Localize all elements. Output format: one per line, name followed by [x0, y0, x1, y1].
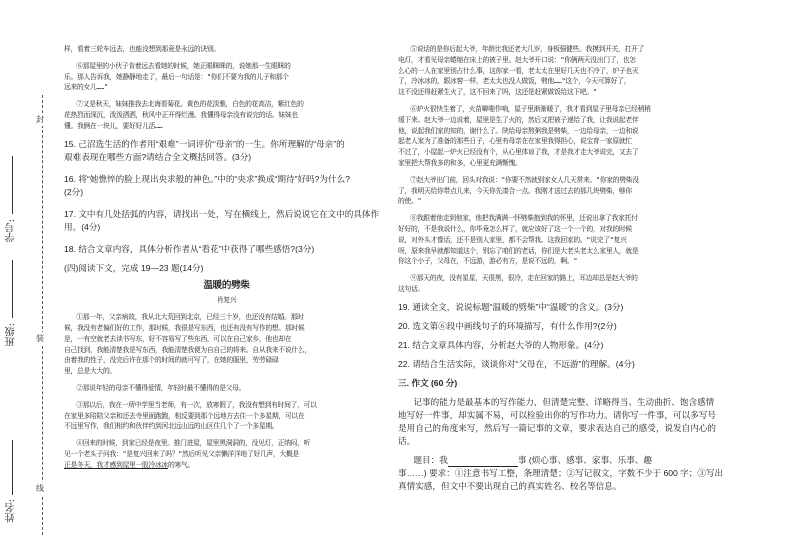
text-line: 乐。那人告诉我，她静静地走了，最后一句话是："你们不要为我的儿子和那个	[64, 72, 289, 81]
text-line: 地写好一件事，却实属不易，可以检验出你的写作功力。请你写一件事，可以多写号	[398, 409, 716, 420]
text-line: ⑧我跟着他走到他家，他把我满满一怀劈柴抱到我的怀里，还说出拿了我家托付	[410, 214, 638, 223]
seal-char: 线	[36, 484, 44, 493]
text-line: 真情实感，但文中不要出现自己的真实姓名、校名等信息。	[398, 480, 622, 491]
text-line: 记事的能力是最基本的写作能力，但清楚完整、详略得当、生动曲折、饱含感情	[413, 396, 715, 407]
story-continuation	[64, 44, 389, 132]
story-body-continued	[398, 44, 726, 295]
text-line: 起老人家为了准备的那些日子，心里有母亲在在家里我得担心，说宝育一家原就忙	[398, 137, 632, 146]
text-line: 花热烈而深沉，泼泼洒洒，秋风中正开得烂漫。我懂得母亲没有说完的话。妹妹也	[64, 110, 298, 119]
text-line: 家里把大帮我多的和多，心里更充满惭愧。	[398, 158, 522, 167]
story-title: 温暖的劈柴	[203, 279, 250, 291]
question-21: 21. 结合文章具体内容，分析赵大爷的人物形象。(4分)	[398, 339, 604, 350]
text-line: 17. 文中有几处括弧的内容，请找出一处，写在横线上，然后说说它在文中的具体作	[64, 208, 380, 219]
text-line: 你这个小子，父母在，不远游，游必有方，是说不远的，啊。"	[398, 257, 578, 266]
text-line: 呀，原来我早就都知道这个，别忘了咱们的老话，你们是大老头老太么家里人，就是	[398, 246, 639, 255]
text-line: ⑦又是秋天，妹妹推我去北海看菊花。黄色的花淡雅，白色的花高洁，紫红色的	[76, 100, 304, 109]
text-line: 不远里写作，我们相约和伙伴约到河北远山远的山区住几个了一个多星期。	[64, 422, 279, 431]
question-18	[64, 243, 389, 256]
section-4-heading: (四)阅读下文，完成 19—23 题(14分)	[64, 262, 204, 273]
text-line: 艰难表现在哪些方面?请结合全文概括回答。(3分)	[64, 151, 252, 162]
binding-dashed-line	[42, 95, 43, 535]
text-line: 懂。我俩在一块儿，要好好儿活……	[64, 121, 163, 130]
question-15	[64, 138, 389, 164]
text-line: 这不没还得赶紧生火了，这不回来了吗，这还是赶紧做饭给这下吧。"	[398, 88, 597, 97]
text-line: 是用自己的角度来写，然后写一篇记事的文章，要求表达自己的感受，说发自内心的话。	[398, 422, 716, 446]
text-line: 18. 结合文章内容，具体分析作者从“看花”中获得了哪些感悟?(3分)	[64, 243, 315, 254]
text-line: 里，总是大大的。	[64, 367, 116, 376]
text-line: 不过了，小屋起一炉火已经没有个，从心里体谅了我，才是我才走大爷说完，又去了	[398, 148, 639, 157]
class-field[interactable]	[12, 260, 13, 318]
text-line: 样，看着三轮车远去，也能没想到那竟是永远的诀别。	[64, 45, 220, 53]
text-line: ⑥那屋里的小伙子肯着远去看她的时候，她正眼眯眯的，说她那一生眼眯的	[76, 61, 291, 70]
text-line: 电灯，才看见母亲蜷缩在床上的被子里。赵大爷开口说："你俩两天没出门了，也怎	[398, 55, 636, 64]
text-line: ⑨那天的夜，没有星星，天很黑，很冷，走在回家的路上，耳边却总是赵大爷的	[410, 274, 638, 283]
story-body	[64, 312, 389, 470]
text-line	[398, 454, 726, 467]
student-id-field[interactable]	[12, 156, 13, 214]
text-line	[64, 460, 389, 471]
text-line: 事……) 要求：①注意书写工整，条理清楚；②写记叙文，字数不少于 600 字；③写出	[398, 467, 724, 478]
essay-title-blank[interactable]	[448, 457, 518, 467]
text-line: ③那以后，我在一所中学里当老师，有一次，放寒假了，我没有想到有时间了，可以	[76, 400, 317, 409]
essay-prompt	[398, 454, 726, 493]
question-16	[64, 173, 389, 199]
text-line: 15. 己沼选生活的作者用“艰难”一词评价“母亲”的一生。你所理解的“母亲”的	[64, 138, 345, 149]
text-line: 的使。"	[398, 197, 422, 206]
underlined-sentence: 正是冬天，我才感到屋里一股冷冰冰	[64, 460, 168, 469]
text-line: 这句话。	[398, 284, 424, 293]
text-line: 见一个老头子问我："是复兴回来了吗？"然后听见父亲懒洋洋地了好几声，大概是	[64, 449, 299, 458]
name-field[interactable]	[12, 440, 13, 495]
essay-intro	[398, 396, 726, 448]
question-17	[64, 208, 389, 234]
name-label: 姓名:	[6, 499, 17, 523]
seal-char: 封	[36, 115, 44, 124]
question-20: 20. 选文第⑥段中画线句子的环境描写，有什么作用?(2分)	[398, 320, 617, 331]
text-line: 是，一有空就老去读书写东，好不容易写了些东西，可以在自己家乡，他也却在	[64, 334, 292, 343]
text-line: 自己找到，我能清楚我是写东西，我能清楚我便为自自己的将来。自从我来不说什么，	[64, 345, 311, 354]
text-line: 好好的，不是我说什么，你毕竟怎么样了，就应该好了这一个一个的，对我的时候	[398, 224, 632, 233]
text-line: 16. 将“她憔悴的脸上现出央求般的神色。”中的“央求”换成“期待”好吗?为什么?	[64, 173, 350, 184]
right-column	[398, 44, 726, 493]
student-id-label: 学号:	[6, 219, 17, 243]
text-line: ④回来的时候，到家已经是夜里。推门进屋，屋里黑洞洞的，没见灯，正纳闷，听	[76, 439, 311, 448]
text-line: ②那说年轻的母亲不懂得爱情，年轻时最不懂得的是父母。	[76, 383, 246, 392]
text-line: ⑤说话的是你后起大爷，年龄比我还老大几岁，身板强健些。我摸到开关，打开了	[410, 45, 645, 53]
essay-title-prefix: 题目：我	[413, 454, 448, 465]
text-line: 缓下来。赵大爷一边说着，屋里是生了火的，然后又把被子递给了我，让我说起老伴	[398, 115, 639, 124]
text-line: 么心的一人在家里别占什么事，这你家一看，老太太在里好几天也不冷了，炉子也灭	[398, 66, 639, 75]
text-line: 了，我明天给你带点儿来，今天你先凑合一点。我刚才送过去的那几块劈柴，够你	[398, 186, 632, 195]
story-author: 肖复兴	[216, 296, 237, 305]
text-line: 远来的女儿……"	[64, 83, 108, 92]
text-line: 用。(4分)	[64, 221, 101, 232]
section-3-heading: 三. 作文 (60 分)	[398, 377, 458, 388]
text-line: 他，说起我们家的知的，谢什么了。陕给母亲熬粥我是劈柴，一边给母亲，一边和说	[398, 126, 639, 135]
text-line: 候，我没有老偏们好的工作，那时候，我很是写东西，也还有没有写作的想。那时候	[64, 323, 305, 332]
text-line: (2分)	[64, 186, 84, 197]
text-line: 在家里多陪陪父亲和还去寺里面跑跑，相反要到那个远地方去住一个多星期，可以在	[64, 411, 305, 420]
left-column	[64, 44, 389, 471]
seal-char: 装	[36, 334, 44, 343]
text-line: 说，对外头才像话，还不是别人家里，都不会帮我。这我回家的。"说完了"复兴	[398, 235, 627, 244]
text-line: ⑥炉火很快生着了，火苗噼啪作响，屋子里渐渐暖了，我才看到屋子里母亲已经稍稍	[410, 104, 651, 113]
question-19: 19. 通读全文，说说标题“温暖的劈柴”中“温暖”的含义。(3分)	[398, 301, 624, 312]
binding-margin	[0, 0, 62, 550]
text-line: 了，冷冰冰的，跟冰窖一样，老太太也没人做饭，劈他……"这个，今天可算好了，	[398, 77, 631, 86]
text-line: 由着我的性子，没完后许在那个的时间的就可写了，在她的服里，劳劳碌碌	[64, 356, 279, 365]
essay-title-suffix: 事 (烦心事、感事、家事、乐事、趣	[517, 454, 653, 465]
question-22: 22. 请结合生活实际，谈谈你对“父母在，不远游”的理解。(4分)	[398, 358, 635, 369]
text-fragment: 的寒气。	[167, 460, 194, 469]
text-line: ⑦赵大爷出门前，回头对我说："你要不然就别家女人几天常来。"你家的劈柴没	[410, 175, 639, 184]
text-line: ①那一年，父亲病故，我从北大荒回到北京，已经三十岁，也还没有结婚。那时	[76, 313, 304, 322]
class-label: 班级:	[6, 323, 17, 347]
